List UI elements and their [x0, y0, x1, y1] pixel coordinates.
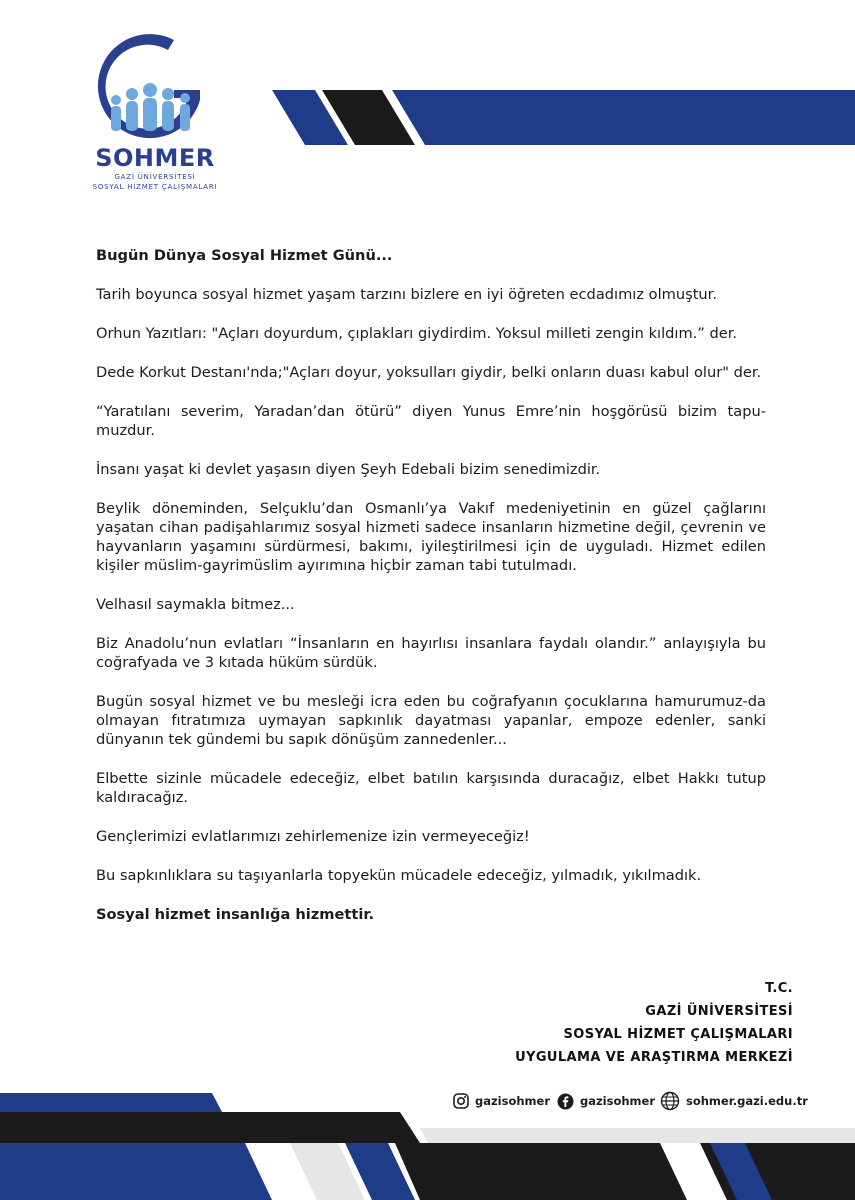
facebook-icon	[557, 1093, 574, 1110]
facebook-handle: gazisohmer	[580, 1094, 656, 1108]
instagram-link[interactable]	[453, 1090, 550, 1112]
globe-icon	[660, 1091, 680, 1111]
letter-paragraph: İnsanı yaşat ki devlet yaşasın diyen Şeyh Edebali bizim senedimizdir.	[96, 461, 601, 478]
letter-paragraph: “Yaratılanı severim, Yaradan’dan ötürü” diyen Yunus Emre’nin hoşgörüsü bizim tapu-muzdur.	[96, 403, 766, 439]
letter-paragraph: Gençlerimizi evlatlarımızı zehirlemenize izin vermeyeceğiz!	[96, 828, 530, 845]
website-url: sohmer.gazi.edu.tr	[686, 1094, 808, 1108]
signature-line-center: UYGULAMA VE ARAŞTIRMA MERKEZİ	[515, 1050, 793, 1065]
letter-paragraph: Orhun Yazıtları: "Açları doyurdum, çıplakları giydirdim. Yoksul milleti zengin kıldım.” der.	[96, 325, 738, 342]
letter-paragraph: Velhasıl saymakla bitmez...	[96, 596, 295, 613]
letter-paragraph: Dede Korkut Destanı'nda;"Açları doyur, yoksulları giydir, belki onların duası kabul olur" der.	[96, 364, 762, 381]
logo-name: SOHMER	[95, 144, 215, 172]
website-link[interactable]	[660, 1090, 808, 1112]
letter-paragraph: Tarih boyunca sosyal hizmet yaşam tarzını bizlere en iyi öğreten ecdadımız olmuştur.	[96, 286, 717, 303]
instagram-handle: gazisohmer	[475, 1094, 551, 1108]
letter-paragraph: Beylik döneminden, Selçuklu’dan Osmanlı’ya Vakıf medeniyetinin en güzel çağlarını yaşatan cihan padişahlarımız sosyal hizmeti sadece insanların hizmetine değil, çevrenin ve hayvanların yaşamını sürdürmesi, bakımı, iyileştirilmesi için de uyguladı. Hizmet edilen kişiler müslim-gayrimüslim ayırımına hiçbir zaman tabi tutulmadı.	[96, 500, 766, 574]
instagram-icon	[453, 1093, 469, 1109]
letter-heading: Bugün Dünya Sosyal Hizmet Günü...	[96, 247, 393, 264]
signature-line-university: GAZİ ÜNİVERSİTESİ	[645, 1004, 793, 1019]
signature-line-tc: T.C.	[765, 981, 793, 996]
letter-paragraph: Elbette sizinle mücadele edeceğiz, elbet batılın karşısında duracağız, elbet Hakkı tutup kaldıracağız.	[96, 770, 766, 806]
letter-closing: Sosyal hizmet insanlığa hizmettir.	[96, 906, 375, 923]
logo-university: GAZİ ÜNİVERSİTESİ	[114, 173, 196, 181]
signature-line-department: SOSYAL HİZMET ÇALIŞMALARI	[563, 1027, 793, 1042]
logo-department: SOSYAL HİZMET ÇALIŞMALARI	[92, 183, 218, 191]
letter-paragraph: Bugün sosyal hizmet ve bu mesleği icra eden bu coğrafyanın çocuklarına hamurumuz-da olmayan fıtratımıza uymayan sapkınlık dayatması yapanlar, empoze edenler, sanki dünyanın tek gündemi bu sapık dönüşüm zannedenler...	[96, 693, 766, 748]
facebook-link[interactable]	[557, 1090, 655, 1112]
letter-paragraph: Biz Anadolu’nun evlatları “İnsanların en hayırlısı insanlara faydalı olandır.” anlayışıyla bu coğrafyada ve 3 kıtada hüküm sürdük.	[96, 635, 766, 671]
letter-paragraph: Bu sapkınlıklara su taşıyanlarla topyekün mücadele edeceğiz, yılmadık, yıkılmadık.	[96, 867, 702, 884]
